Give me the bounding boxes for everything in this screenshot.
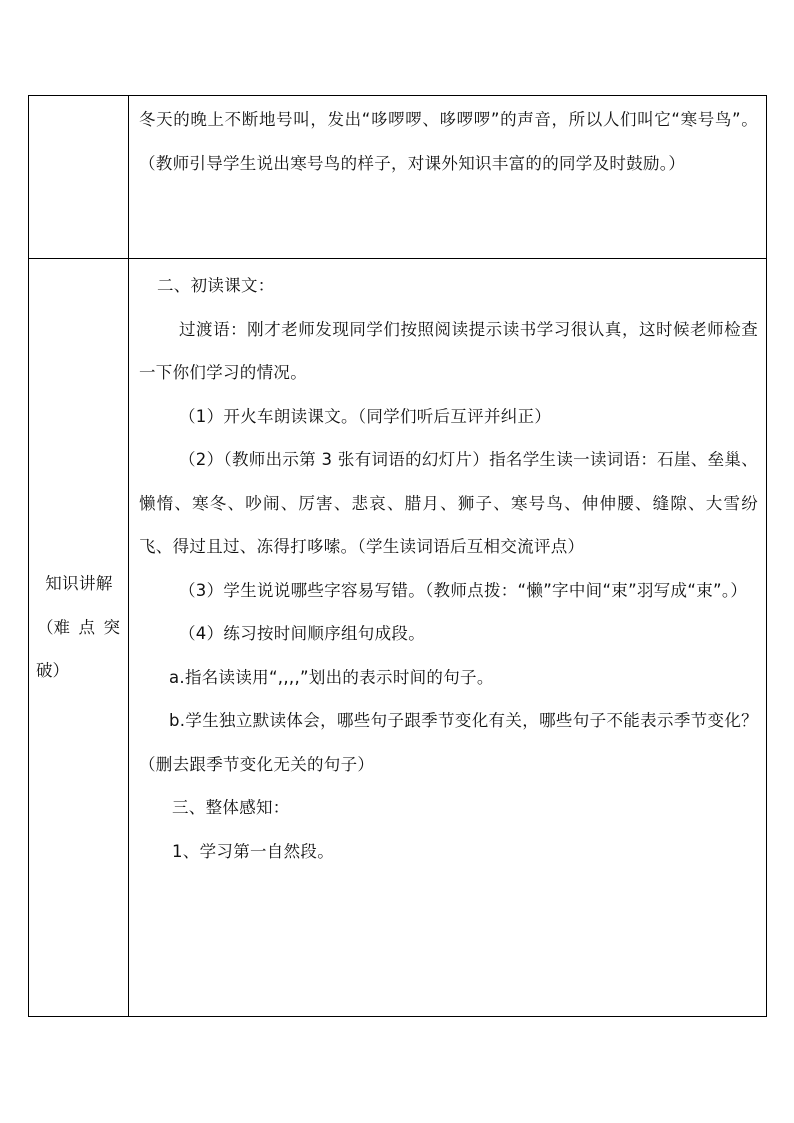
row-label-line: 知识讲解 bbox=[45, 574, 113, 593]
paragraph: a.指名读读用“,,,,”划出的表示时间的句子。 bbox=[169, 667, 494, 687]
paragraph: （2）（教师出示第 3 张有词语的幻灯片）指名学生读一读词语：石崖、垒巢、懒惰、寒冬、吵闹、厉害、悲哀、腊月、狮子、寒号鸟、伸伸腰、缝隙、大雪纷飞、得过且过、冻得打哆嗦。（学生读词语后互相交流评点） bbox=[139, 450, 758, 556]
paragraph: 过渡语：刚才老师发现同学们按照阅读提示读书学习很认真，这时候老师检查一下你们学习的情况。 bbox=[139, 319, 758, 382]
paragraph: （4）练习按时间顺序组句成段。 bbox=[179, 624, 425, 643]
section-heading: 二、初读课文： bbox=[157, 276, 275, 295]
row-label-cell bbox=[29, 96, 129, 259]
row-label-line: 破） bbox=[36, 661, 69, 680]
content-cell bbox=[129, 259, 767, 1017]
paragraph: b.学生独立默读体会，哪些句子跟季节变化有关，哪些句子不能表示季节变化？（删去跟季节变化无关的句子） bbox=[139, 711, 758, 774]
paragraph: （1）开火车朗读课文。（同学们听后互评并纠正） bbox=[179, 406, 552, 426]
row-label-line bbox=[34, 606, 120, 650]
row-label-char: 突 bbox=[103, 617, 120, 637]
paragraph: 1、学习第一自然段。 bbox=[172, 841, 334, 861]
row-label-char: 点 bbox=[78, 617, 95, 637]
table-row bbox=[29, 96, 767, 259]
row-label-char: （难 bbox=[37, 617, 70, 637]
table-row bbox=[29, 259, 767, 1017]
section-heading: 三、整体感知： bbox=[172, 798, 290, 817]
lesson-plan-table bbox=[28, 95, 767, 1017]
content-cell bbox=[129, 96, 767, 259]
paragraph: 冬天的晚上不断地号叫，发出“哆啰啰、哆啰啰”的声音，所以人们叫它“寒号鸟”。（教师引导学生说出寒号鸟的样子，对课外知识丰富的的同学及时鼓励。） bbox=[139, 110, 758, 173]
row-label-cell bbox=[29, 259, 129, 1017]
paragraph: （3）学生说说哪些字容易写错。（教师点拨：“懒”字中间“束”羽写成“束”。） bbox=[179, 580, 748, 600]
